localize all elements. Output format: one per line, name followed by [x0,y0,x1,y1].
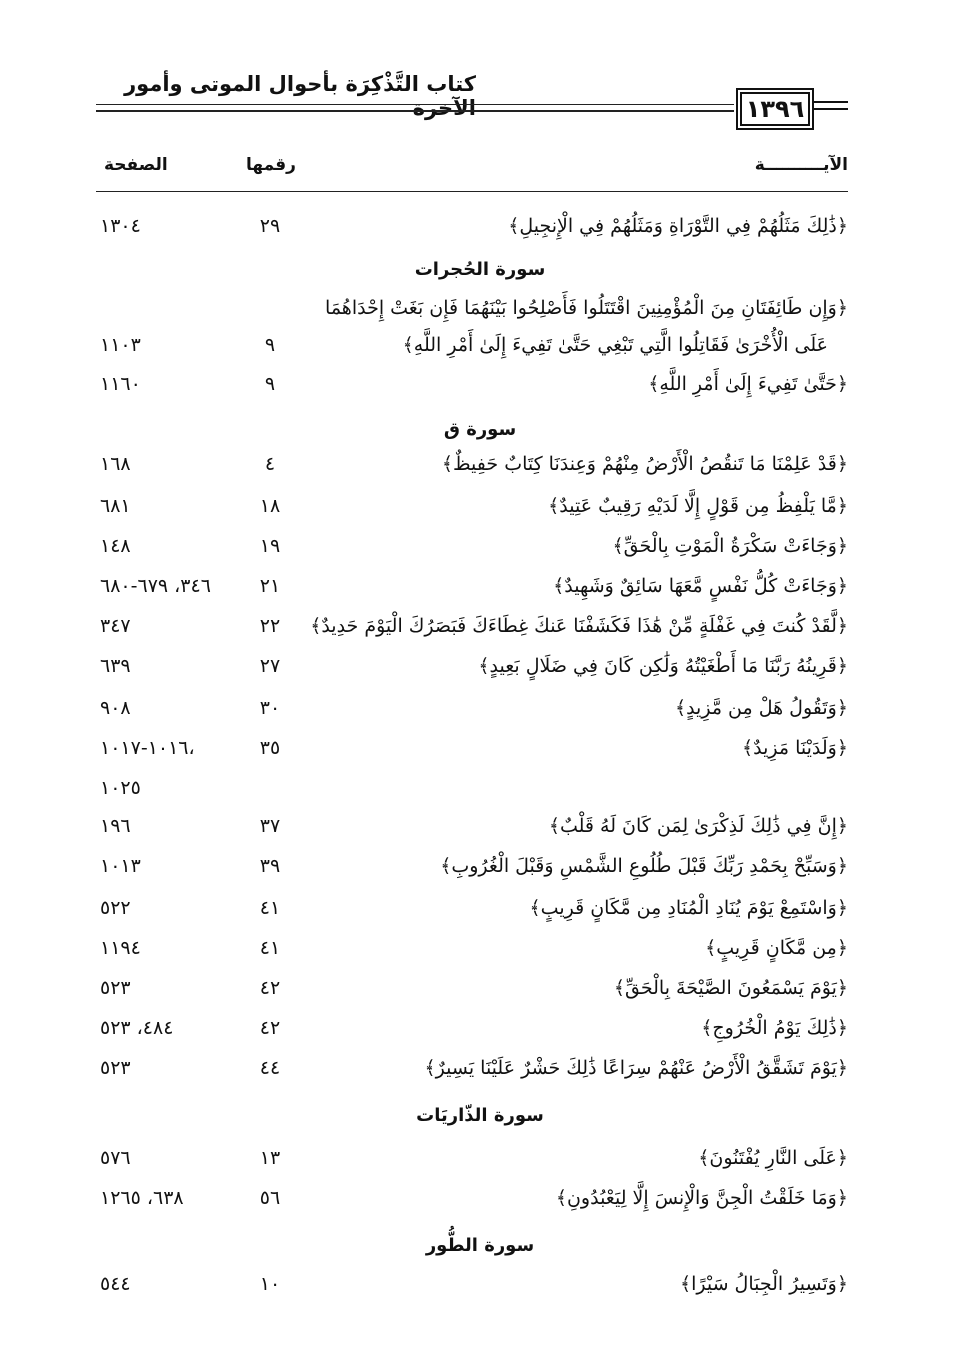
verse-text: ﴿قَدْ عَلِمْنَا مَا تَنقُصُ الْأَرْضُ مِنْهُمْ وَعِندَنَا كِتَابٌ حَفِيظٌ﴾ [441,453,848,475]
page-reference: ٥٢٢ [100,897,131,919]
header-rule-right [814,101,848,103]
verse-number: ٣٥ [259,737,281,759]
table-row [0,608,956,644]
page-reference: ١٤٨ [100,535,131,557]
surah-heading: سورة الطُّور [425,1235,535,1256]
verse-number: ١٩ [259,535,281,557]
surah-heading-row [0,412,956,448]
page-reference: ٦٣٩ [100,655,131,677]
verse-text: ﴿ذَٰلِكَ مَثَلُهُمْ فِي التَّوْرَاةِ وَمَثَلُهُمْ فِي الْإِنجِيلِ﴾ [508,215,848,237]
page-reference: ١١٠٣ [100,334,141,356]
table-row [0,366,956,402]
surah-heading: سورة الحُجرات [414,259,546,280]
surah-heading-row [0,1228,956,1264]
page-reference: ٦٣٨، ١٢٦٥ [100,1187,184,1209]
page-number: ١٣٩٦ [736,88,814,130]
table-row [0,648,956,684]
table-row [0,690,956,726]
verse-number: ٤ [264,453,276,475]
surah-heading-row [0,1098,956,1134]
header-rule-right-2 [814,108,848,110]
page-reference: ٥٧٦ [100,1147,131,1169]
table-row [0,1050,956,1086]
verse-number: ٢١ [259,575,281,597]
page-reference: ١١٦٠ [100,373,141,395]
verse-text: ﴿وَسَبِّحْ بِحَمْدِ رَبِّكَ قَبْلَ طُلُوعِ الشَّمْسِ وَقَبْلَ الْغُرُوبِ﴾ [440,855,848,877]
surah-heading-row [0,252,956,288]
table-row [0,730,956,766]
page-reference: ١٠٢٥ [100,777,141,799]
table-row [0,1140,956,1176]
verse-text: عَلَى الْأُخْرَىٰ فَقَاتِلُوا الَّتِي تَبْغِي حَتَّىٰ تَفِيءَ إِلَىٰ أَمْرِ اللَّهِ﴾ [402,334,828,356]
verse-number: ٥٦ [259,1187,281,1209]
page-reference: ٦٨١ [100,495,131,517]
page-reference: ٤٨٤، ٥٢٣ [100,1017,174,1039]
verse-number: ٤٢ [259,977,281,999]
verse-number: ٤٤ [259,1057,281,1079]
table-row [0,1266,956,1302]
verse-number: ١٣ [259,1147,281,1169]
page-reference: ٥٢٣ [100,977,131,999]
table-row [0,848,956,884]
verse-text: ﴿حَتَّىٰ تَفِيءَ إِلَىٰ أَمْرِ اللَّهِ﴾ [648,373,848,395]
verse-text: ﴿ذَٰلِكَ يَوْمُ الْخُرُوجِ﴾ [701,1017,848,1039]
verse-text: ﴿مَّا يَلْفِظُ مِن قَوْلٍ إِلَّا لَدَيْهِ رَقِيبٌ عَتِيدٌ﴾ [548,495,848,517]
surah-heading: سورة ق [443,419,517,440]
table-row [0,208,956,244]
column-header-rule [96,191,848,192]
verse-number: ٣٧ [259,815,281,837]
verse-number: ١٨ [259,495,281,517]
page-reference: ١٦٨ [100,453,131,475]
surah-heading: سورة الذّاريَات [416,1105,544,1126]
page-reference: ٥٤٤ [100,1273,131,1295]
table-row [0,1010,956,1046]
header-rule-thick [96,110,734,112]
verse-text: ﴿مِن مَّكَانٍ قَرِيبٍ﴾ [705,937,848,959]
page-reference: ١٠١٦-١٠١٧، [100,737,195,759]
page-reference: ١٣٠٤ [100,215,141,237]
page-reference: ٩٠٨ [100,697,131,719]
table-row [0,808,956,844]
verse-number: ٣٠ [259,697,281,719]
page-reference: ٣٤٧ [100,615,131,637]
verse-number: ٤٢ [259,1017,281,1039]
page-reference: ١٠١٣ [100,855,141,877]
table-row [0,568,956,604]
verse-number: ٢٧ [259,655,281,677]
verse-number: ٣٩ [259,855,281,877]
column-header-verse: الآيــــــــــة [754,155,848,175]
header-rule [96,104,734,105]
verse-text: ﴿لَّقَدْ كُنتَ فِي غَفْلَةٍ مِّنْ هَٰذَا فَكَشَفْنَا عَنكَ غِطَاءَكَ فَبَصَرُكَ الْيَوْمَ حَدِيدٌ﴾ [310,615,848,637]
verse-text: ﴿وَمَا خَلَقْتُ الْجِنَّ وَالْإِنسَ إِلَّا لِيَعْبُدُونِ﴾ [555,1187,848,1209]
table-row [0,1180,956,1216]
page-reference: ١١٩٤ [100,937,141,959]
table-row [0,290,956,326]
verse-number: ٩ [264,334,276,356]
table-row [0,446,956,482]
verse-text: ﴿وَجَاءَتْ كُلُّ نَفْسٍ مَّعَهَا سَائِقٌ وَشَهِيدٌ﴾ [553,575,848,597]
column-header-page: الصفحة [104,155,168,175]
verse-text: ﴿قَرِينُهُ رَبَّنَا مَا أَطْغَيْتُهُ وَلَٰكِن كَانَ فِي ضَلَالٍ بَعِيدٍ﴾ [478,655,848,677]
table-row [0,970,956,1006]
verse-text: ﴿وَإِن طَائِفَتَانِ مِنَ الْمُؤْمِنِينَ اقْتَتَلُوا فَأَصْلِحُوا بَيْنَهُمَا فَإِن بَغَتْ إِحْدَاهُمَا [325,297,848,319]
verse-text: ﴿وَاسْتَمِعْ يَوْمَ يُنَادِ الْمُنَادِ مِن مَّكَانٍ قَرِيبٍ﴾ [529,897,848,919]
verse-text: ﴿يَوْمَ يَسْمَعُونَ الصَّيْحَةَ بِالْحَقِّ﴾ [613,977,848,999]
verse-number: ٩ [264,373,276,395]
table-row [0,930,956,966]
verse-number: ٢٢ [259,615,281,637]
page-reference: ٥٢٣ [100,1057,131,1079]
page-reference: ١٩٦ [100,815,131,837]
table-row [0,528,956,564]
verse-number: ٤١ [259,937,281,959]
table-row [0,488,956,524]
verse-text: ﴿وَتَسِيرُ الْجِبَالُ سَيْرًا﴾ [679,1273,848,1295]
table-row [0,770,956,806]
verse-text: ﴿وَجَاءَتْ سَكْرَةُ الْمَوْتِ بِالْحَقِّ﴾ [612,535,848,557]
running-header-title: كتاب التَّذْكِرَة بأحوال الموتى وأمور الآخرة [124,72,476,120]
verse-text: ﴿إِنَّ فِي ذَٰلِكَ لَذِكْرَىٰ لِمَن كَانَ لَهُ قَلْبٌ﴾ [548,815,848,837]
verse-text: ﴿عَلَى النَّارِ يُفْتَنُونَ﴾ [698,1147,848,1169]
column-header-number: رقمها [246,155,296,175]
table-row [0,327,956,363]
verse-text: ﴿وَتَقُولُ هَلْ مِن مَّزِيدٍ﴾ [674,697,848,719]
verse-number: ١٠ [259,1273,281,1295]
page-reference: ٣٤٦، ٦٧٩-٦٨٠ [100,575,211,597]
verse-number: ٤١ [259,897,281,919]
verse-number: ٢٩ [259,215,281,237]
verse-text: ﴿يَوْمَ تَشَقَّقُ الْأَرْضُ عَنْهُمْ سِرَاعًا ذَٰلِكَ حَشْرٌ عَلَيْنَا يَسِيرٌ﴾ [424,1057,848,1079]
table-row [0,890,956,926]
verse-text: ﴿وَلَدَيْنَا مَزِيدٌ﴾ [742,737,848,759]
